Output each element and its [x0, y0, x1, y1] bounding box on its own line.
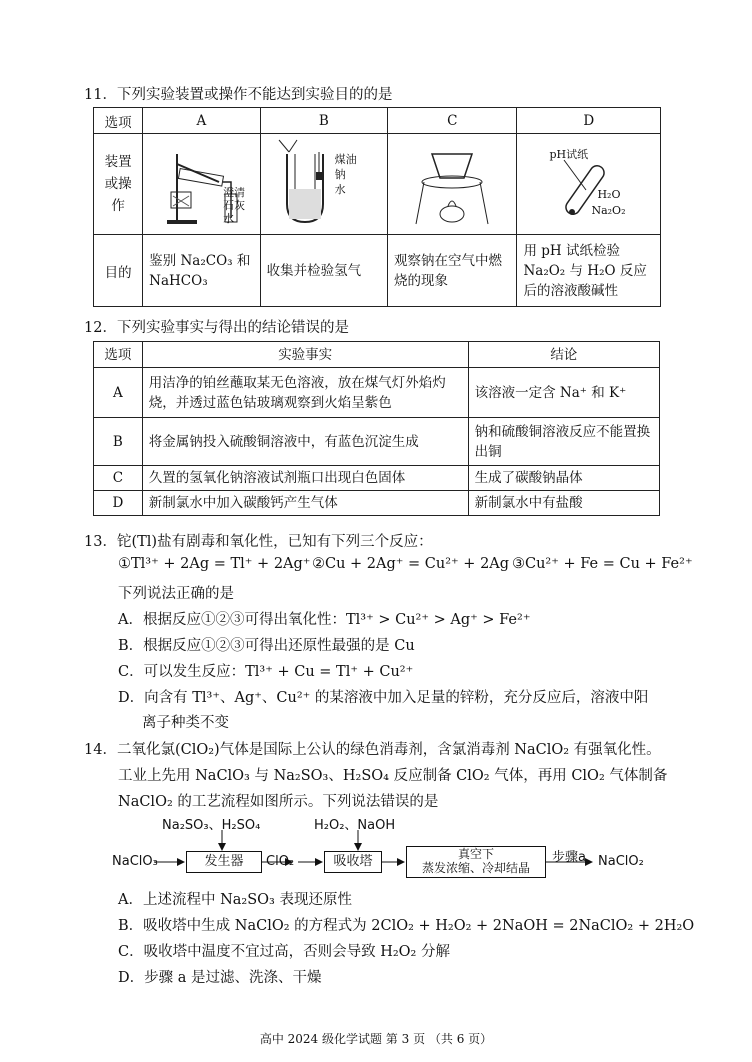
- q13-reaction-1: ①Tl³⁺ + 2Ag = Tl⁺ + 2Ag⁺: [118, 556, 311, 572]
- label-line: 澄清: [223, 186, 246, 199]
- q12-row-d-conclusion: 新制氯水中有盐酸: [468, 491, 659, 516]
- q12-row-c-option: C: [94, 466, 143, 491]
- q12-row-d-fact: 新制氯水中加入碳酸钙产生气体: [142, 491, 468, 516]
- box-line: 蒸发浓缩、冷却结晶: [421, 861, 530, 875]
- q11-table: [93, 107, 661, 307]
- q11-figure-d: [517, 134, 661, 235]
- flow-start: NaClO₃: [112, 854, 158, 869]
- q12-header-fact: 实验事实: [142, 342, 468, 368]
- q12-row-c-conclusion: 生成了碳酸钠晶体: [468, 466, 659, 491]
- q12-row-b-fact: 将金属钠投入硫酸铜溶液中，有蓝色沉淀生成: [142, 418, 468, 466]
- ph-paper-label: pH试纸: [549, 148, 589, 161]
- crucible-burning-figure: [394, 134, 510, 230]
- q11-header-option: 选项: [94, 108, 143, 134]
- q14-option-a: A．上述流程中 Na₂SO₃ 表现还原性: [118, 892, 352, 908]
- q11-header-b: B: [260, 108, 387, 134]
- flow-end: NaClO₂: [598, 854, 644, 869]
- q11-purpose-b: 收集并检验氢气: [260, 235, 387, 307]
- q14-stem-line-3: NaClO₂ 的工艺流程如图所示。下列说法错误的是: [118, 794, 439, 810]
- label-line: 或操: [104, 176, 132, 192]
- q13-reaction-3: ③Cu²⁺ + Fe = Cu + Fe²⁺: [512, 556, 693, 572]
- q11-purpose-c: 观察钠在空气中燃烧的现象: [388, 235, 517, 307]
- q11-purpose-d: 用 pH 试纸检验 Na₂O₂ 与 H₂O 反应后的溶液酸碱性: [517, 235, 661, 307]
- q14-option-b: B．吸收塔中生成 NaClO₂ 的方程式为 2ClO₂ + H₂O₂ + 2NaOH = 2NaClO₂ + 2H₂O: [118, 918, 695, 934]
- q12-row-a-option: A: [94, 368, 143, 418]
- label-line: 石灰: [223, 199, 246, 212]
- flow-mid: ClO₂: [266, 854, 295, 869]
- q13-reaction-2: ②Cu + 2Ag⁺ = Cu²⁺ + 2Ag: [312, 556, 510, 572]
- label-line: 装置: [104, 154, 132, 170]
- q12-row-a-fact: 用洁净的铂丝蘸取某无色溶液，放在煤气灯外焰灼烧，并透过蓝色钴玻璃观察到火焰呈紫色: [142, 368, 468, 418]
- test-tube-figure: [524, 134, 654, 230]
- q13-option-d: D．向含有 Tl³⁺、Ag⁺、Cu²⁺ 的某溶液中加入足量的锌粉，充分反应后，溶液中阳: [118, 690, 649, 706]
- q11-header-c: C: [388, 108, 517, 134]
- q14-stem-line-1: 14．二氧化氯(ClO₂)气体是国际上公认的绿色消毒剂，含氯消毒剂 NaClO₂ 有强氧化性。: [84, 742, 661, 758]
- q11-device-label: [94, 134, 143, 235]
- label-line: 钠: [334, 168, 346, 181]
- q12-row-b-option: B: [94, 418, 143, 466]
- q12-row-d-option: D: [94, 491, 143, 516]
- absorber-box: 吸收塔: [324, 851, 382, 873]
- q13-option-b: B．根据反应①②③可得出还原性最强的是 Cu: [118, 638, 415, 654]
- q11-header-a: A: [143, 108, 260, 134]
- q13-option-c: C．可以发生反应：Tl³⁺ + Cu = Tl⁺ + Cu²⁺: [118, 664, 414, 680]
- q11-header-d: D: [517, 108, 661, 134]
- q13-prompt: 下列说法正确的是: [118, 586, 234, 602]
- q12-stem: 12．下列实验事实与得出的结论错误的是: [84, 320, 349, 336]
- q12-row-c-fact: 久置的氢氧化钠溶液试剂瓶口出现白色固体: [142, 466, 468, 491]
- label-line: 水: [223, 212, 235, 225]
- q11-purpose-label: 目的: [94, 235, 143, 307]
- q12-table: [93, 341, 660, 516]
- box-line: 真空下: [457, 847, 494, 861]
- q11-figure-c: [388, 134, 517, 235]
- flow-input-2: H₂O₂、NaOH: [314, 818, 396, 833]
- q12-row-b-conclusion: 钠和硫酸铜溶液反应不能置换出铜: [468, 418, 659, 466]
- q13-option-a: A．根据反应①②③可得出氧化性：Tl³⁺ > Cu²⁺ > Ag⁺ > Fe²⁺: [118, 612, 531, 628]
- label-line: 水: [334, 183, 346, 196]
- flow-step: 步骤a: [552, 850, 586, 865]
- q13-option-d-cont: 离子种类不变: [142, 715, 229, 731]
- label-line: 作: [111, 198, 125, 214]
- page-footer: 高中 2024 级化学试题 第 3 页 （共 6 页）: [259, 1032, 493, 1046]
- q12-row-a-conclusion: 该溶液一定含 Na⁺ 和 K⁺: [468, 368, 659, 418]
- sodium-peroxide-label: Na₂O₂: [591, 204, 626, 217]
- label-line: 煤油: [334, 153, 357, 166]
- q11-stem: 11．下列实验装置或操作不能达到实验目的的是: [84, 87, 393, 103]
- q11-purpose-a: 鉴别 Na₂CO₃ 和 NaHCO₃: [143, 235, 260, 307]
- q14-option-d: D．步骤 a 是过滤、洗涤、干燥: [118, 970, 322, 986]
- q14-option-c: C．吸收塔中温度不宜过高，否则会导致 H₂O₂ 分解: [118, 944, 450, 960]
- u-tube-figure: [267, 134, 381, 230]
- q11-figure-a: [143, 134, 260, 235]
- flow-input-1: Na₂SO₃、H₂SO₄: [162, 818, 261, 833]
- q13-stem: 13．铊(Tl)盐有剧毒和氧化性，已知有下列三个反应：: [84, 534, 433, 550]
- q11-figure-b: [260, 134, 387, 235]
- water-label: H₂O: [597, 188, 621, 201]
- q12-header-option: 选项: [94, 342, 143, 368]
- generator-box: 发生器: [186, 851, 262, 873]
- limewater-label: [223, 186, 245, 225]
- q12-header-conclusion: 结论: [468, 342, 659, 368]
- q14-stem-line-2: 工业上先用 NaClO₃ 与 Na₂SO₃、H₂SO₄ 反应制备 ClO₂ 气体，再用 ClO₂ 气体制备: [118, 768, 668, 784]
- kerosene-sodium-water-label: [335, 152, 357, 197]
- evaporation-box: [406, 846, 546, 878]
